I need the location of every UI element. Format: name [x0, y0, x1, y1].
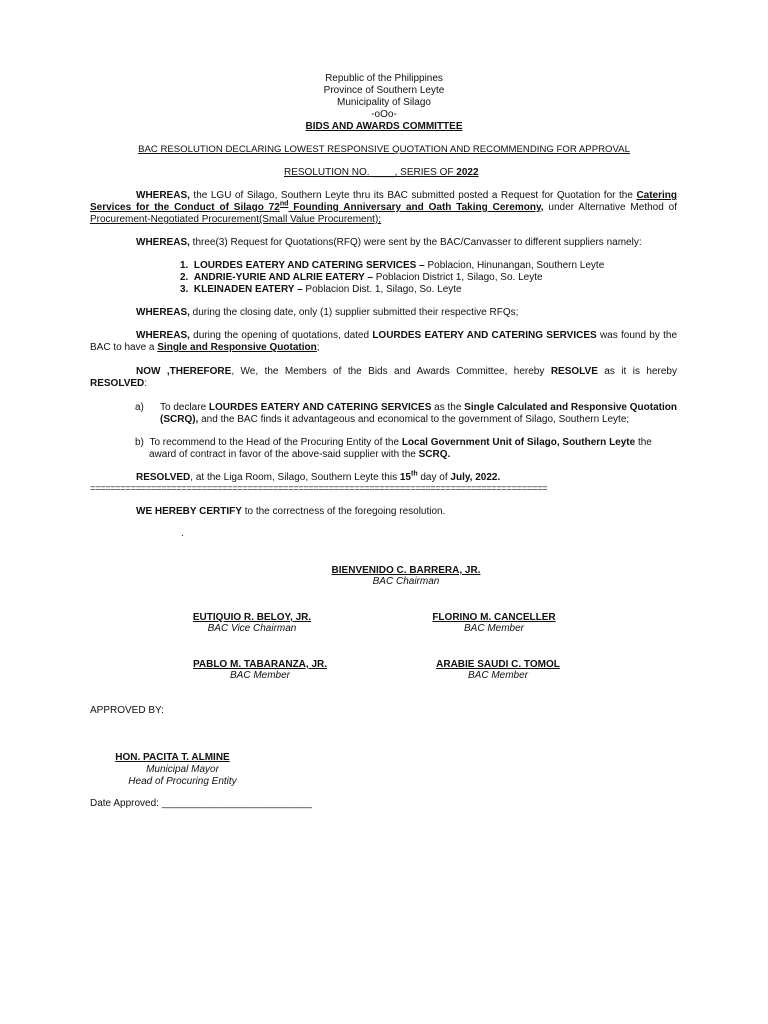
- signatory-name-member2: PABLO M. TABARANZA, JR.: [192, 659, 328, 670]
- signatory-name-member1: FLORINO M. CANCELLER: [432, 612, 556, 623]
- header-separator: -oOo-: [371, 109, 397, 120]
- signatory-role-member2: BAC Member: [229, 670, 290, 681]
- header-province: Province of Southern Leyte: [323, 85, 445, 96]
- supplier-item: 3. KLEINADEN EATERY – Poblacion Dist. 1, Silago, So. Leyte: [180, 284, 462, 295]
- mayor-name: HON. PACITA T. ALMINE: [115, 752, 230, 763]
- approved-by-label: APPROVED BY:: [90, 705, 164, 716]
- mayor-role: Municipal Mayor: [146, 764, 219, 775]
- supplier-item: 1. LOURDES EATERY AND CATERING SERVICES – Poblacion, Hinunangan, Southern Leyte: [180, 260, 605, 271]
- certify-line: WE HEREBY CERTIFY to the correctness of the foregoing resolution.: [136, 506, 446, 517]
- resolution-item-a-line2: (SCRQ), and the BAC finds it advantageous and economical to the government of Silago, Southern Leyte;: [160, 414, 630, 425]
- whereas-paragraph-4: WHEREAS, during the opening of quotations, dated LOURDES EATERY AND CATERING SERVICES was found by the BAC to have a Single and Responsive Quotation;: [90, 330, 678, 353]
- whereas-paragraph-3: WHEREAS, during the closing date, only (1) supplier submitted their respective RFQs;: [136, 307, 519, 318]
- resolution-item-a-label: a): [135, 402, 144, 413]
- signatory-role-vice: BAC Vice Chairman: [207, 623, 297, 634]
- document-title: BAC RESOLUTION DECLARING LOWEST RESPONSIVE QUOTATION AND RECOMMENDING FOR APPROVAL: [138, 144, 630, 155]
- stray-dot: .: [181, 528, 184, 539]
- separator-line: ==========================================================================================: [90, 483, 548, 493]
- signatory-name-member3: ARABIE SAUDI C. TOMOL: [436, 659, 560, 670]
- whereas-paragraph-1: WHEREAS, the LGU of Silago, Southern Leyte thru its BAC submitted posted a Request for Quotation for the Catering Services for the Conduct of Silago 72nd Founding Anniversary and Oath Taking Ceremony, under Alternative Method of Procurement-Negotiated Procurement(Small Value Procurement);: [90, 190, 677, 225]
- resolution-item-b-line1: b) To recommend to the Head of the Procuring Entity of the Local Government Unit of Silago, Southern Leyte the: [135, 437, 652, 448]
- resolved-line: RESOLVED, at the Liga Room, Silago, Southern Leyte this 15th day of July, 2022.: [136, 470, 501, 483]
- signatory-role-chair: BAC Chairman: [372, 576, 440, 587]
- signatory-name-chair: BIENVENIDO C. BARRERA, JR.: [331, 565, 481, 576]
- signatory-role-member3: BAC Member: [467, 670, 528, 681]
- signatory-name-vice: EUTIQUIO R. BELOY, JR.: [192, 612, 312, 623]
- supplier-item: 2. ANDRIE-YURIE AND ALRIE EATERY – Poblacion District 1, Silago, So. Leyte: [180, 272, 543, 283]
- resolution-item-a-line1: To declare LOURDES EATERY AND CATERING SERVICES as the Single Calculated and Responsive Quotation: [160, 402, 677, 413]
- resolve-paragraph: NOW ,THEREFORE, We, the Members of the Bids and Awards Committee, hereby RESOLVE as it is hereby RESOLVED:: [90, 366, 677, 389]
- date-approved: Date Approved: ___________________________: [90, 798, 312, 809]
- whereas-paragraph-2: WHEREAS, three(3) Request for Quotations(RFQ) were sent by the BAC/Canvasser to different suppliers namely:: [136, 237, 642, 248]
- committee-name: BIDS AND AWARDS COMMITTEE: [305, 121, 463, 132]
- signatory-role-member1: BAC Member: [463, 623, 524, 634]
- header-country: Republic of the Philippines: [325, 73, 443, 84]
- mayor-role-entity: Head of Procuring Entity: [128, 776, 237, 787]
- resolution-number: RESOLUTION NO. ____, SERIES OF 2022: [284, 167, 479, 178]
- header-municipality: Municipality of Silago: [337, 97, 431, 108]
- resolution-item-b-line2: award of contract in favor of the above-said supplier with the SCRQ.: [149, 449, 451, 460]
